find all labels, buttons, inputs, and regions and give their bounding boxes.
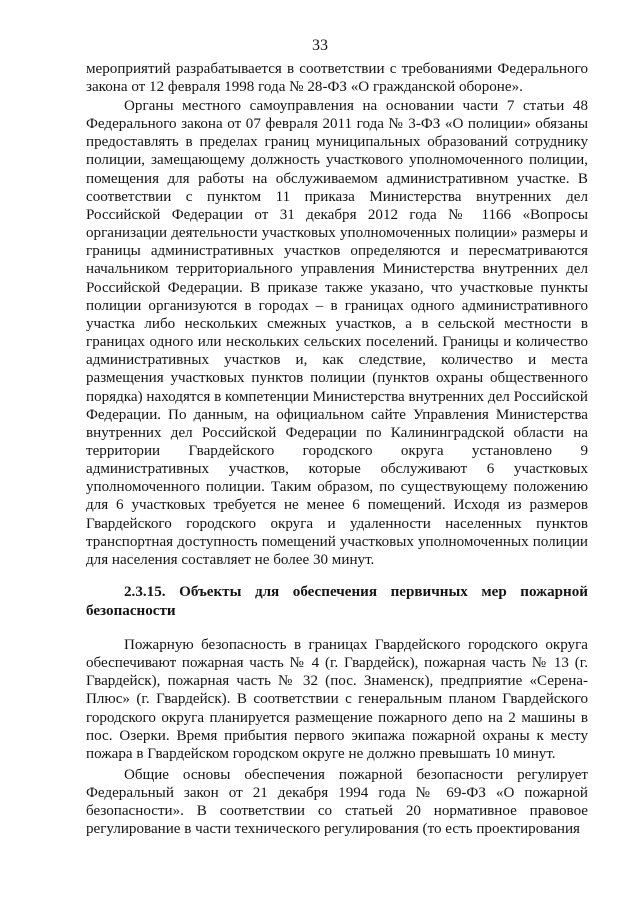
page-number: 33 <box>312 37 328 54</box>
paragraph-civil-defense: мероприятий разрабатывается в соответствии с требованиями Федерального закона от 12 февраля 1998 года № 28-ФЗ «О гражданской обороне». <box>86 61 588 96</box>
paragraph-police-premises: Органы местного самоуправления на основании части 7 статьи 48 Федерального закона от 07 февраля 2011 года № 3-ФЗ «О полиции» обязаны предоставлять в пределах границ муниципальных образований сотруднику полиции, замещающему должность участкового уполномоченного полиции, помещения для работы на обслуживаемом административном участке. В соответствии с пунктом 11 приказа Министерства внутренних дел Российской Федерации от 31 декабря 2012 года № 1166 «Вопросы организации деятельности участковых уполномоченных полиции» размеры и границы административных участков определяются и пересматриваются начальником территориального управления Министерства внутренних дел Российской Федерации. В приказе также указано, что участковые пункты полиции организуются в городах – в границах одного административного участка либо нескольких смежных участков, а в сельской местности в границах одного или нескольких сельских поселений. Границы и количество административных участков и, как следствие, количество и места размещения участковых пунктов полиции (пунктов охраны общественного порядка) находятся в компетенции Министерства внутренних дел Российской Федерации. По данным, на официальном сайте Управления Министерства внутренних дел Российской Федерации по Калининградской области на территории Гвардейского городского округа установлено 9 административных участков, которые обслуживают 6 участковых уполномоченного полиции. Таким образом, по существующему положению для 6 участковых требуется не менее 6 помещений. Исходя из размеров Гвардейского городского округа и удаленности населенных пунктов транспортная доступность помещений участковых уполномоченных полиции для населения составляет не более 30 минут. <box>86 98 588 568</box>
section-heading-fire-safety: 2.3.15. Объекты для обеспечения первичных мер пожарной безопасности <box>86 584 588 619</box>
paragraph-fire-units: Пожарную безопасность в границах Гвардейского городского округа обеспечивают пожарная часть № 4 (г. Гвардейск), пожарная часть № 13 (г. Гвардейск), пожарная часть № 32 (пос. Знаменск), предприятие «Серена-Плюс» (г. Гвардейск). В соответствии с генеральным планом Гвардейского городского округа планируется размещение пожарного депо на 2 машины в пос. Озерки. Время прибытия первого экипажа пожарной охраны к месту пожара в Гвардейском городском округе не должно превышать 10 минут. <box>86 637 588 762</box>
paragraph-fire-law: Общие основы обеспечения пожарной безопасности регулирует Федеральный закон от 21 декабря 1994 года № 69-ФЗ «О пожарной безопасности». В соответствии со статьей 20 нормативное правовое регулирование в части технического регулирования (то есть проектирования <box>86 767 588 838</box>
